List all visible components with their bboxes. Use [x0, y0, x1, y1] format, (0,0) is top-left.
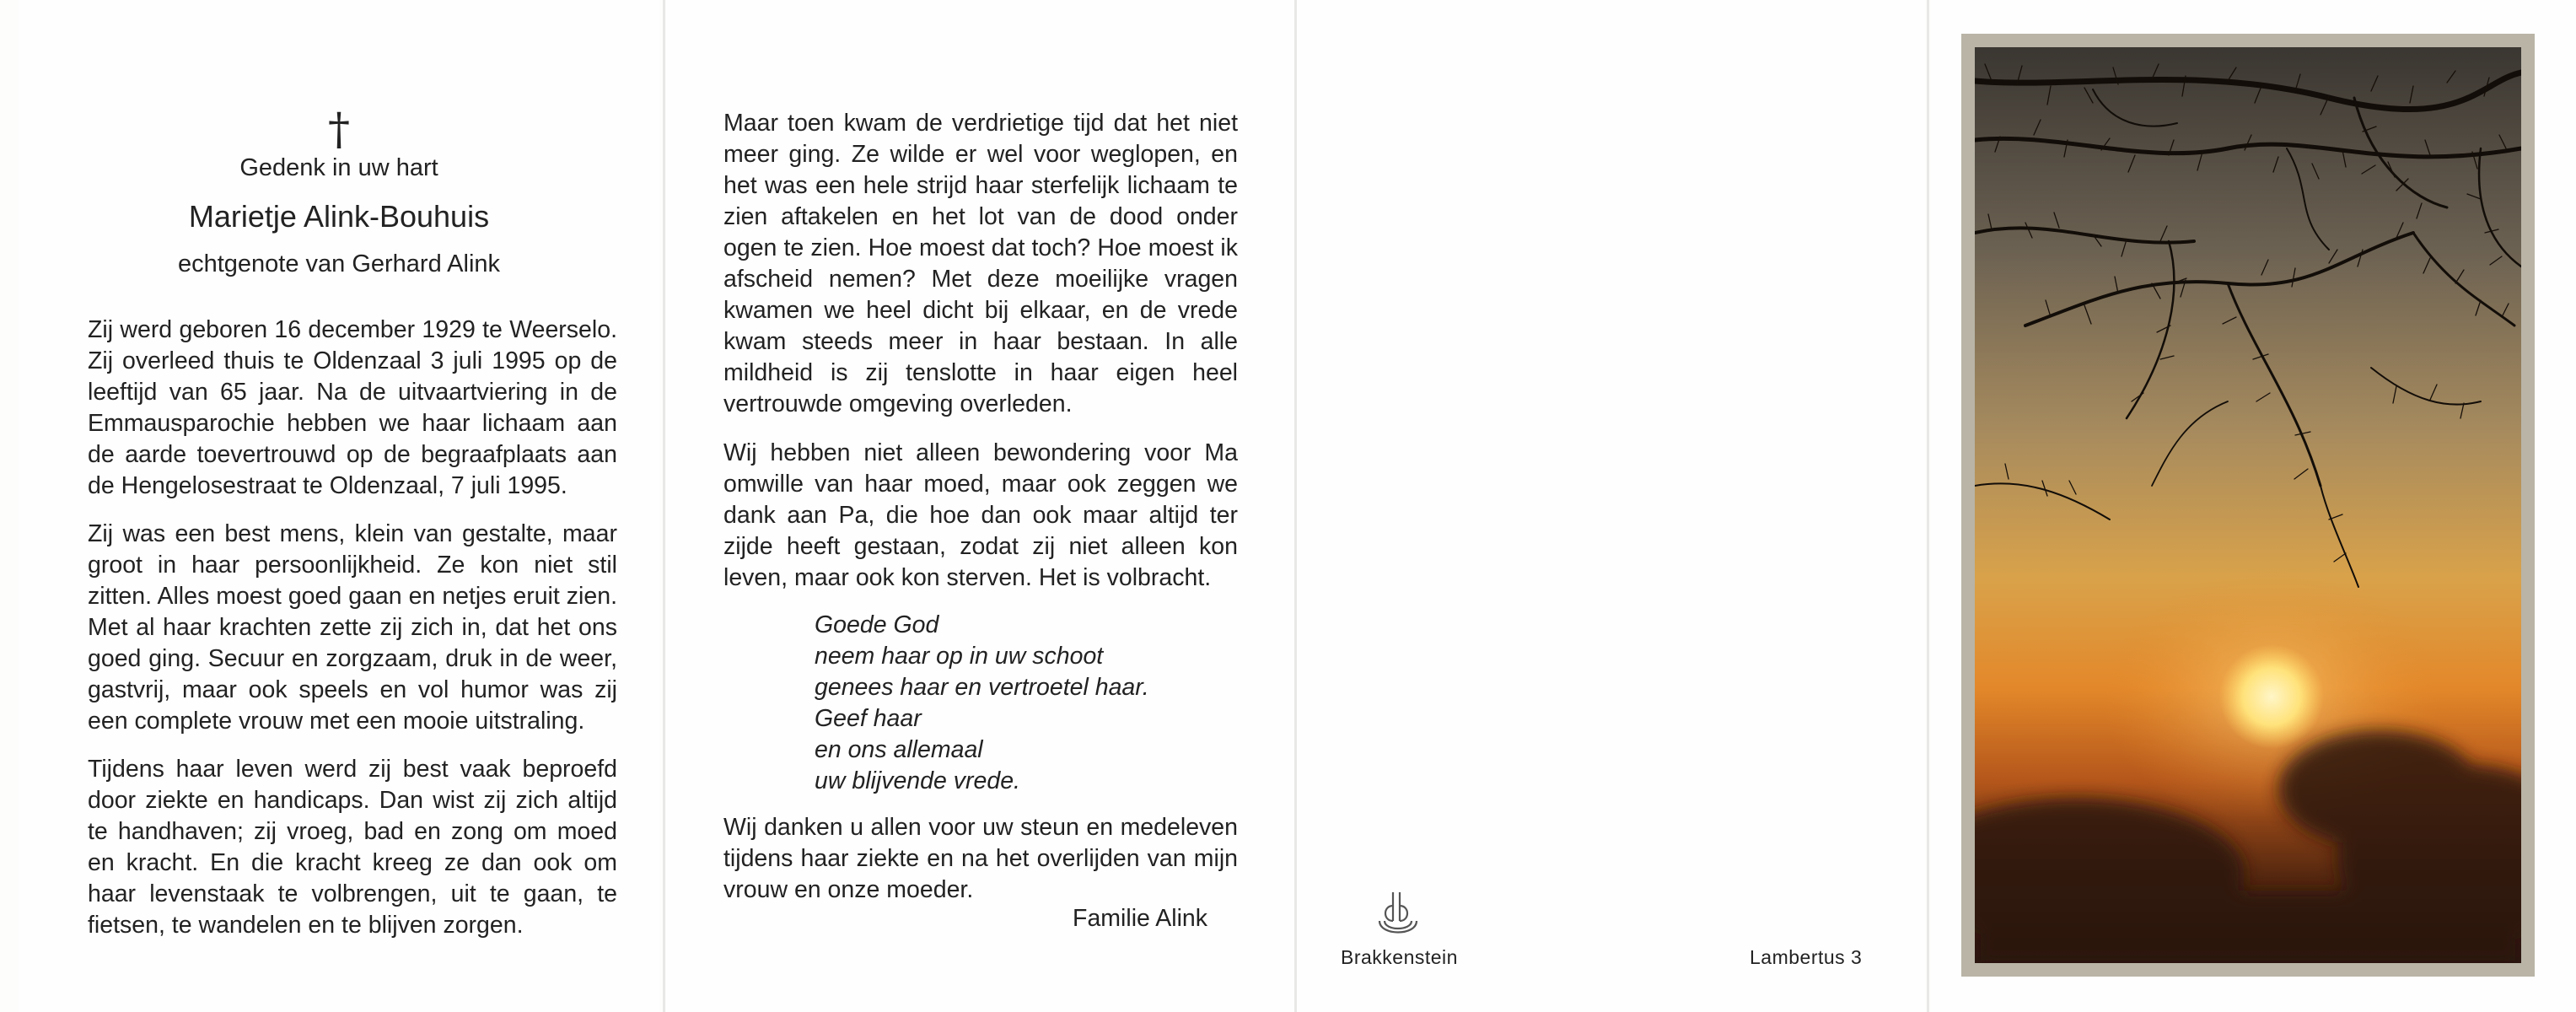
tribute-paragraph-1: Maar toen kwam de verdrietige tijd dat het niet meer ging. Ze wilde er wel voor weglopen, en het was een hele strijd haar sterfelijk lichaam te zien aftakelen en het lot van de dood onder ogen te zien. Hoe moest dat toch? Hoe moest ik afscheid nemen? Met deze moeilijke vragen kwamen we heel dicht bij elkaar, en de vrede kwam steeds meer in haar bestaan. In alle mildheid is zij tenslotte in haar eigen heel vertrouwde omgeving overleden.: [723, 110, 1238, 417]
card-code: Lambertus 3: [1750, 946, 1863, 968]
biography-paragraph-2: Zij was een best mens, klein van gestalte, maar groot in haar persoonlijkheid. Ze kon niet stil zitten. Alles moest goed gaan en netjes eruit zien. Met al haar krachten zette zij zich in, dat het ons goed ging. Secuur en zorgzaam, druk in de weer, gastvrij, maar ook speels en vol humor was zij een complete vrouw met een mooie uitstraling.: [88, 520, 617, 735]
fold-line: [663, 0, 665, 1012]
sunset-photo: [1975, 47, 2521, 963]
family-signature: Familie Alink: [1073, 905, 1207, 932]
poem-line: en ons allemaal: [815, 736, 983, 763]
remembrance-heading: Gedenk in uw hart: [239, 154, 438, 181]
panel-photo: [1931, 0, 2576, 1012]
publisher-logo-icon: [1373, 887, 1423, 943]
photo-frame: [1961, 34, 2535, 977]
fold-line: [1927, 0, 1929, 1012]
poem-line: Goede God: [815, 611, 939, 638]
spouse-line: echtgenote van Gerhard Alink: [177, 250, 501, 277]
poem-line: genees haar en vertroetel haar.: [815, 674, 1149, 701]
biography-paragraph-1: Zij werd geboren 16 december 1929 te Weerselo. Zij overleed thuis te Oldenzaal 3 juli 1995 op de leeftijd van 65 jaar. Na de uitvaartviering in de Emmausparochie hebben we haar lichaam aan de aarde toevertrouwd op de begraafplaats aan de Hengelosestraat te Oldenzaal, 7 juli 1995.: [88, 316, 617, 499]
tribute-paragraph-2: Wij hebben niet alleen bewondering voor Ma omwille van haar moed, maar ook zeggen we dank aan Pa, die hoe dan ook maar altijd ter zijde heeft gestaan, zodat zij niet alleen kon leven, maar ook kon sterven. Het is volbracht.: [723, 439, 1238, 591]
deceased-name: Marietje Alink-Bouhuis: [188, 199, 490, 234]
poem-line: uw blijvende vrede.: [815, 767, 1020, 794]
publisher-name: Brakkenstein: [1341, 946, 1458, 968]
cross-icon: †: [328, 105, 350, 155]
poem-line: Geef haar: [815, 705, 922, 732]
panel-tribute: [666, 0, 1294, 1012]
poem-line: neem haar op in uw schoot: [815, 643, 1104, 670]
panel-back: [1297, 0, 1925, 1012]
thanks-paragraph: Wij danken u allen voor uw steun en medeleven tijdens haar ziekte en na het overlijden van mijn vrouw en onze moeder.: [723, 814, 1238, 903]
prayer-poem: [815, 610, 1149, 797]
biography-paragraph-3: Tijdens haar leven werd zij best vaak beproefd door ziekte en handicaps. Dan wist zij zich altijd te handhaven; zij vroeg, bad en zong om moed en kracht. En die kracht kreeg ze dan ook om haar levenstaak te volbrengen, uit te gaan, te fietsen, te wandelen en te blijven zorgen.: [88, 756, 617, 939]
panel-obituary: [19, 0, 659, 1012]
